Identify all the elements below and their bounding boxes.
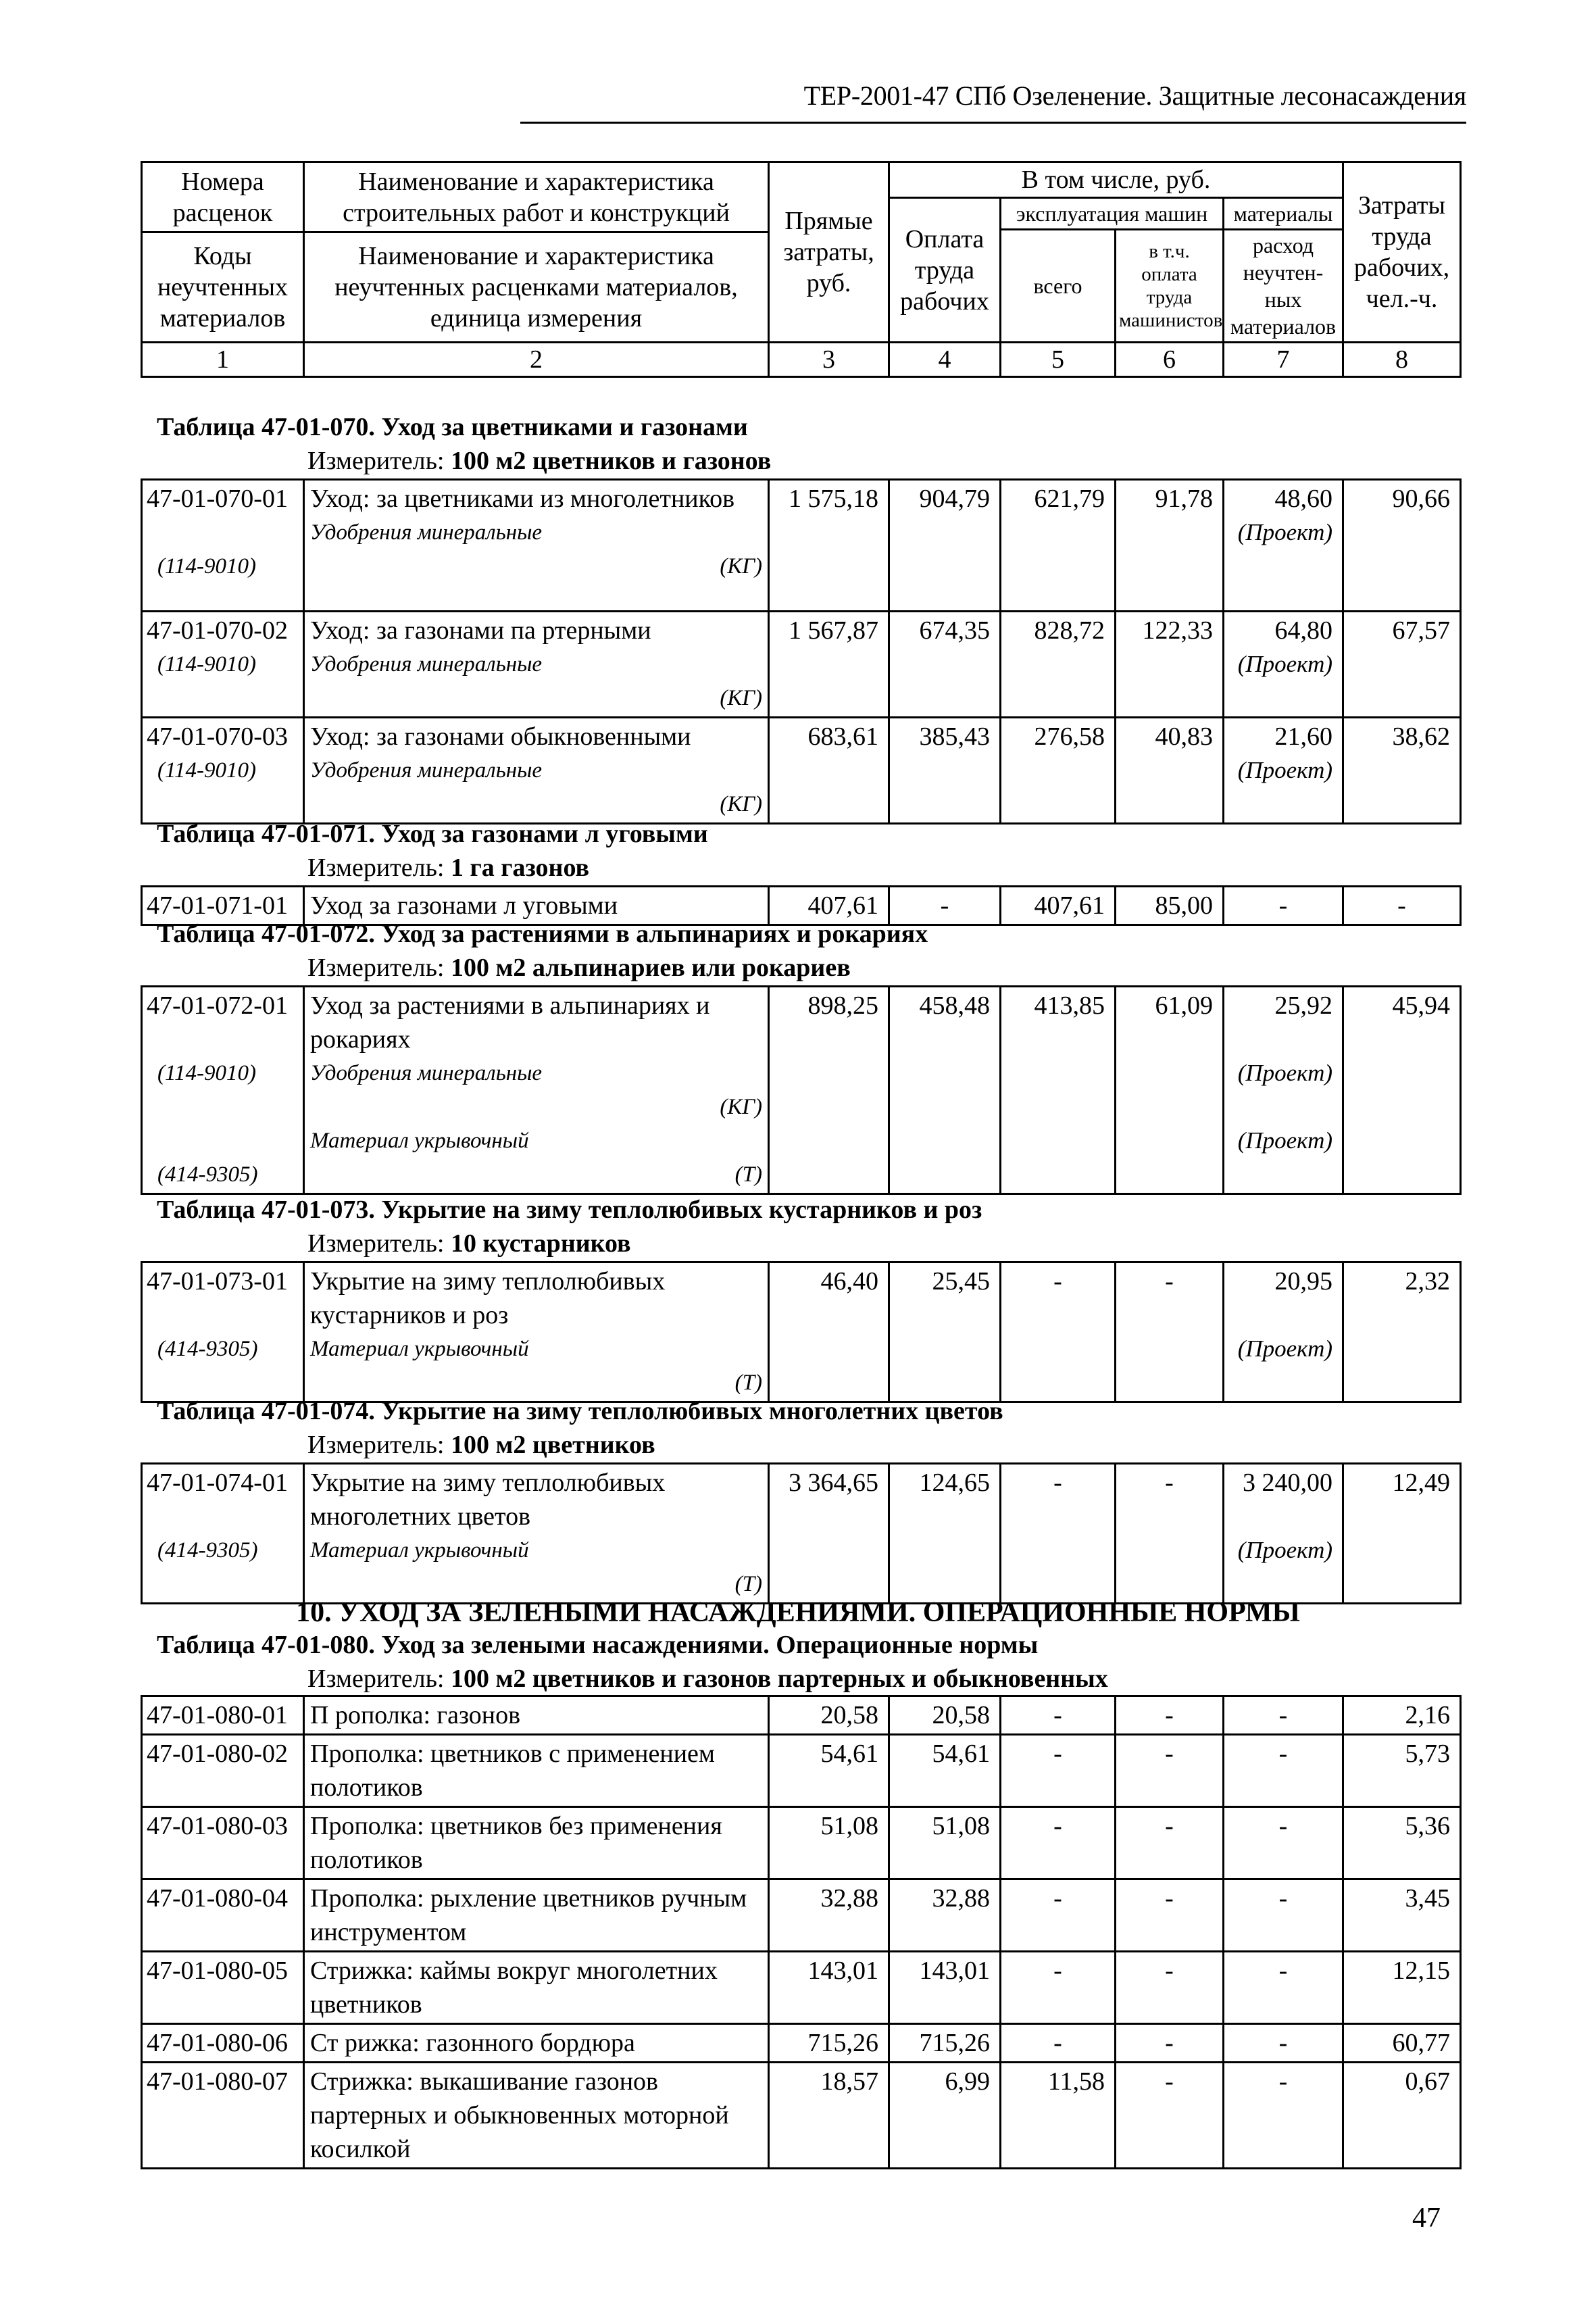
table-unit: Измеритель: 10 кустарников [307, 1229, 631, 1258]
header-number: 2 [304, 343, 769, 377]
cell-labor-pay: 385,43 [889, 718, 1001, 824]
cell-machines-total: - [1001, 1807, 1116, 1879]
table-unit: Измеритель: 100 м2 цветников и газонов партерных и обыкновенных [307, 1665, 1108, 1693]
header-materials: материалы [1224, 198, 1343, 230]
cell-direct-cost: 32,88 [769, 1879, 889, 1952]
rate-name: Стрижка: каймы вокруг многолетних цветников [304, 1952, 769, 2024]
cell-labor-hours: 0,67 [1343, 2063, 1461, 2169]
cell-machines-total: - [1001, 1735, 1116, 1807]
cell-machines-total: - [1001, 2024, 1116, 2063]
header-rule [520, 122, 1466, 124]
cell-direct-cost: 143,01 [769, 1952, 889, 2024]
cell-machines-total: 828,72 [1001, 612, 1116, 718]
cell-materials: - [1224, 887, 1343, 925]
material-code: (414-9305) [157, 1162, 258, 1187]
cell-labor-pay: 25,45 [889, 1262, 1001, 1402]
rate-name: Ст рижка: газонного бордюра [304, 2024, 769, 2063]
cell-labor-hours: 67,57 [1343, 612, 1461, 718]
material-unit: (Т) [734, 1371, 762, 1395]
cell-direct-cost: 20,58 [769, 1696, 889, 1735]
header-number: 7 [1224, 343, 1343, 377]
material-name: Удобрения минеральные [310, 652, 543, 676]
cell-machines-total: 413,85 [1001, 987, 1116, 1194]
rate-name: Прополка: рыхление цветников ручным инструментом [304, 1879, 769, 1952]
cell-materials: 25,92 [1274, 991, 1332, 1020]
rate-code: 47-01-080-02 [142, 1735, 304, 1807]
running-head: ТЕР-2001-47 СПб Озеленение. Защитные лесонасаждения [803, 80, 1466, 111]
rate-code: 47-01-074-01 [147, 1469, 288, 1497]
table-row [142, 1464, 1461, 1604]
table-unit: Измеритель: 100 м2 цветников и газонов [307, 447, 772, 475]
cell-machinist-pay: - [1116, 1879, 1224, 1952]
cell-machinist-pay: 40,83 [1116, 718, 1224, 824]
rate-code: 47-01-080-03 [142, 1807, 304, 1879]
cell-machines-total: - [1001, 1952, 1116, 2024]
header-col2-top: Наименование и характеристика строительных работ и конструкций [304, 162, 769, 232]
header-col4: Оплата труда рабочих [889, 198, 1001, 343]
cell-machinist-pay: - [1116, 1262, 1224, 1402]
cell-direct-cost: 18,57 [769, 2063, 889, 2169]
material-project: (Проект) [1237, 1335, 1332, 1362]
header-col1-bottom: Коды неучтенных материалов [142, 232, 304, 343]
table-row [142, 612, 1461, 718]
cell-direct-cost: 1 567,87 [769, 612, 889, 718]
cell-direct-cost: 3 364,65 [769, 1464, 889, 1604]
cell-machinist-pay: - [1116, 1696, 1224, 1735]
cell-machinist-pay: - [1116, 1807, 1224, 1879]
cell-labor-hours: 90,66 [1343, 480, 1461, 612]
column-header-table [141, 161, 1462, 378]
cell-labor-hours: 60,77 [1343, 2024, 1461, 2063]
material-name: Материал укрывочный [310, 1337, 529, 1361]
table-row [142, 1696, 1461, 1735]
table-title: Таблица 47-01-074. Укрытие на зиму теплолюбивых многолетних цветов [157, 1397, 1003, 1425]
cell-materials: - [1224, 1952, 1343, 2024]
cell-machinist-pay: 122,33 [1116, 612, 1224, 718]
cell-labor-pay: - [889, 887, 1001, 925]
cell-labor-pay: 20,58 [889, 1696, 1001, 1735]
rate-name: Укрытие на зиму теплолюбивых кустарников и роз [310, 1267, 666, 1329]
table-row [142, 1262, 1461, 1402]
cell-materials: - [1224, 1807, 1343, 1879]
cell-direct-cost: 715,26 [769, 2024, 889, 2063]
cell-labor-pay: 674,35 [889, 612, 1001, 718]
cell-machinist-pay: - [1116, 2063, 1224, 2169]
material-name: Материал укрывочный [310, 1538, 529, 1562]
cell-labor-pay: 32,88 [889, 1879, 1001, 1952]
table-row [142, 2063, 1461, 2169]
rate-code: 47-01-073-01 [147, 1267, 288, 1296]
table-title: Таблица 47-01-080. Уход за зелеными насаждениями. Операционные нормы [157, 1631, 1039, 1659]
rate-code: 47-01-080-04 [142, 1879, 304, 1952]
rate-code: 47-01-080-06 [142, 2024, 304, 2063]
cell-labor-hours: 2,32 [1343, 1262, 1461, 1402]
cell-direct-cost: 683,61 [769, 718, 889, 824]
table-unit: Измеритель: 100 м2 альпинариев или рокариев [307, 954, 851, 982]
table-row [142, 1807, 1461, 1879]
header-group: В том числе, руб. [889, 162, 1343, 198]
cell-materials: 20,95 [1274, 1267, 1332, 1296]
rates-table [141, 1261, 1462, 1403]
material-name: Материал укрывочный [310, 1129, 529, 1153]
header-number: 6 [1116, 343, 1224, 377]
cell-materials: 21,60 [1274, 722, 1332, 751]
rate-name: Уход за газонами л уговыми [304, 887, 769, 925]
cell-machines-total: - [1001, 1879, 1116, 1952]
cell-labor-hours: 38,62 [1343, 718, 1461, 824]
cell-labor-hours: 12,15 [1343, 1952, 1461, 2024]
table-row [142, 987, 1461, 1194]
rate-name: Укрытие на зиму теплолюбивых многолетних цветов [310, 1469, 666, 1531]
material-unit: (КГ) [720, 686, 762, 710]
cell-labor-hours: 12,49 [1343, 1464, 1461, 1604]
cell-direct-cost: 1 575,18 [769, 480, 889, 612]
rate-name: Прополка: цветников без применения полотиков [304, 1807, 769, 1879]
cell-materials: - [1224, 1879, 1343, 1952]
cell-machinist-pay: 61,09 [1116, 987, 1224, 1194]
cell-labor-pay: 715,26 [889, 2024, 1001, 2063]
cell-labor-pay: 124,65 [889, 1464, 1001, 1604]
rate-name: Прополка: цветников с применением полотиков [304, 1735, 769, 1807]
header-col6: в т.ч. оплата труда машинистов [1116, 230, 1224, 343]
table-row [142, 480, 1461, 612]
rate-name: Уход: за газонами обыкновенными [310, 722, 691, 751]
rate-name: Уход: за газонами па ртерными [310, 616, 651, 645]
header-number: 4 [889, 343, 1001, 377]
cell-machinist-pay: - [1116, 1735, 1224, 1807]
cell-labor-pay: 6,99 [889, 2063, 1001, 2169]
cell-labor-hours: 5,73 [1343, 1735, 1461, 1807]
material-code: (114-9010) [157, 652, 257, 676]
table-row [142, 1952, 1461, 2024]
cell-direct-cost: 898,25 [769, 987, 889, 1194]
cell-machinist-pay: - [1116, 1464, 1224, 1604]
rate-name: Стрижка: выкашивание газонов партерных и обыкновенных моторной косилкой [304, 2063, 769, 2169]
rate-name: П рополка: газонов [304, 1696, 769, 1735]
material-name: Удобрения минеральные [310, 758, 543, 783]
cell-labor-hours: - [1343, 887, 1461, 925]
header-col8: Затраты труда рабочих, чел.-ч. [1343, 162, 1461, 343]
rate-code: 47-01-080-05 [142, 1952, 304, 2024]
header-col3: Прямые затраты, руб. [769, 162, 889, 343]
cell-machinist-pay: - [1116, 2024, 1224, 2063]
cell-materials: - [1224, 2024, 1343, 2063]
cell-materials: - [1224, 2063, 1343, 2169]
material-code: (414-9305) [157, 1337, 258, 1361]
table-unit: Измеритель: 1 га газонов [307, 854, 590, 882]
header-col7: расход неучтен-ных материалов [1224, 230, 1343, 343]
material-unit: (КГ) [720, 792, 762, 816]
material-name: Удобрения минеральные [310, 1061, 543, 1085]
cell-labor-pay: 54,61 [889, 1735, 1001, 1807]
cell-machines-total: - [1001, 1464, 1116, 1604]
header-number: 8 [1343, 343, 1461, 377]
table-row [142, 718, 1461, 824]
cell-labor-pay: 904,79 [889, 480, 1001, 612]
cell-labor-hours: 5,36 [1343, 1807, 1461, 1879]
cell-direct-cost: 51,08 [769, 1807, 889, 1879]
header-number: 5 [1001, 343, 1116, 377]
cell-labor-pay: 51,08 [889, 1807, 1001, 1879]
cell-materials: - [1224, 1696, 1343, 1735]
section-heading: 10. УХОД ЗА ЗЕЛЕНЫМИ НАСАЖДЕНИЯМИ. ОПЕРАЦИОННЫЕ НОРМЫ [296, 1597, 1300, 1628]
material-unit: (Т) [734, 1572, 762, 1596]
table-title: Таблица 47-01-070. Уход за цветниками и газонами [157, 413, 748, 441]
cell-labor-hours: 2,16 [1343, 1696, 1461, 1735]
cell-machinist-pay: 85,00 [1116, 887, 1224, 925]
rate-name: Уход за растениями в альпинариях и рокариях [310, 991, 710, 1054]
cell-materials: 64,80 [1274, 616, 1332, 645]
cell-labor-pay: 143,01 [889, 1952, 1001, 2024]
rate-code: 47-01-071-01 [142, 887, 304, 925]
material-code: (114-9010) [157, 554, 257, 578]
rate-code: 47-01-070-01 [147, 485, 288, 513]
rate-code: 47-01-072-01 [147, 991, 288, 1020]
operational-norms-table [141, 1695, 1462, 2169]
page-number: 47 [1412, 2202, 1441, 2234]
header-machines: эксплуатация машин [1001, 198, 1224, 230]
material-project: (Проект) [1237, 757, 1332, 783]
material-project: (Проект) [1237, 1537, 1332, 1563]
material-project: (Проект) [1237, 651, 1332, 677]
material-unit: (Т) [734, 1162, 762, 1187]
header-col2-bottom: Наименование и характеристика неучтенных расценками материалов, единица измерения [304, 232, 769, 343]
cell-labor-pay: 458,48 [889, 987, 1001, 1194]
cell-materials: 48,60 [1274, 485, 1332, 513]
rate-name: Уход: за цветниками из многолетников [310, 485, 735, 513]
cell-labor-hours: 45,94 [1343, 987, 1461, 1194]
material-code: (114-9010) [157, 1061, 257, 1085]
rate-code: 47-01-070-03 [147, 722, 288, 751]
table-title: Таблица 47-01-072. Уход за растениями в альпинариях и рокариях [157, 920, 928, 948]
rate-code: 47-01-080-07 [142, 2063, 304, 2169]
cell-direct-cost: 407,61 [769, 887, 889, 925]
rate-code: 47-01-080-01 [142, 1696, 304, 1735]
cell-machinist-pay: 91,78 [1116, 480, 1224, 612]
table-unit: Измеритель: 100 м2 цветников [307, 1431, 655, 1459]
header-col5: всего [1001, 230, 1116, 343]
table-row [142, 1879, 1461, 1952]
cell-materials: 3 240,00 [1243, 1469, 1332, 1497]
cell-machines-total: - [1001, 1696, 1116, 1735]
material-unit: (КГ) [720, 1095, 762, 1119]
cell-materials: - [1224, 1735, 1343, 1807]
material-code: (414-9305) [157, 1538, 258, 1562]
table-title: Таблица 47-01-071. Уход за газонами л уговыми [157, 820, 708, 848]
cell-machines-total: 621,79 [1001, 480, 1116, 612]
cell-machinist-pay: - [1116, 1952, 1224, 2024]
cell-labor-hours: 3,45 [1343, 1879, 1461, 1952]
header-col1-top: Номера расценок [142, 162, 304, 232]
cell-direct-cost: 46,40 [769, 1262, 889, 1402]
cell-machines-total: 11,58 [1001, 2063, 1116, 2169]
rates-table [141, 1462, 1462, 1604]
header-number: 1 [142, 343, 304, 377]
material-project: (Проект) [1237, 1060, 1332, 1086]
material-project: (Проект) [1237, 1127, 1332, 1154]
material-project: (Проект) [1237, 519, 1332, 545]
rates-table [141, 985, 1462, 1195]
rates-table [141, 478, 1462, 824]
cell-machines-total: - [1001, 1262, 1116, 1402]
material-code: (114-9010) [157, 758, 257, 783]
cell-machines-total: 407,61 [1001, 887, 1116, 925]
cell-direct-cost: 54,61 [769, 1735, 889, 1807]
cell-machines-total: 276,58 [1001, 718, 1116, 824]
table-title: Таблица 47-01-073. Укрытие на зиму теплолюбивых кустарников и роз [157, 1196, 982, 1224]
rate-code: 47-01-070-02 [147, 616, 288, 645]
table-row [142, 1735, 1461, 1807]
table-row [142, 2024, 1461, 2063]
material-unit: (КГ) [720, 554, 762, 578]
header-number: 3 [769, 343, 889, 377]
material-name: Удобрения минеральные [310, 520, 543, 545]
